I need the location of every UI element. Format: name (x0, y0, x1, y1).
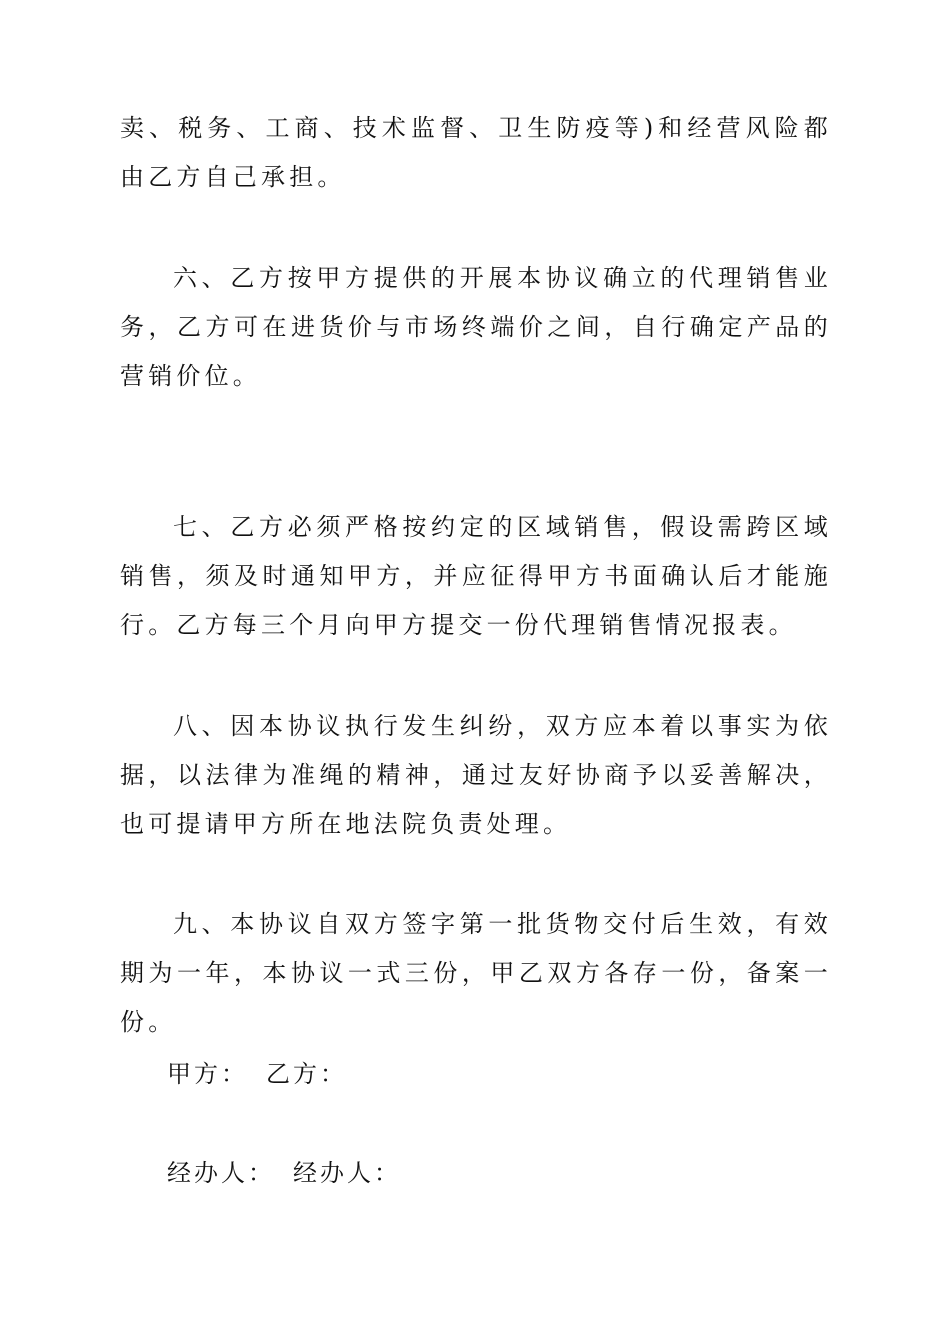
agent-a-label: 经办人： (167, 1159, 275, 1187)
agent-b-label: 经办人： (293, 1159, 401, 1187)
clause-9: 九、本协议自双方签字第一批货物交付后生效，有效期为一年，本协议一式三份，甲乙双方各存一份，备案一份。 (120, 910, 832, 1036)
clause-5-continuation: 卖、税务、工商、技术监督、卫生防疫等)和经营风险都由乙方自己承担。 (120, 114, 832, 191)
party-b-label: 乙方： (266, 1060, 347, 1088)
agent-signature-line (167, 1149, 401, 1198)
clause-7: 七、乙方必须严格按约定的区域销售，假设需跨区域销售，须及时通知甲方，并应征得甲方书面确认后才能施行。乙方每三个月向甲方提交一份代理销售情况报表。 (120, 513, 832, 639)
party-a-label: 甲方： (167, 1060, 248, 1088)
clause-6: 六、乙方按甲方提供的开展本协议确立的代理销售业务，乙方可在进货价与市场终端价之间，自行确定产品的营销价位。 (120, 264, 832, 390)
party-signature-line (167, 1050, 347, 1099)
clause-8: 八、因本协议执行发生纠纷，双方应本着以事实为依据，以法律为准绳的精神，通过友好协商予以妥善解决，也可提请甲方所在地法院负责处理。 (120, 712, 832, 838)
